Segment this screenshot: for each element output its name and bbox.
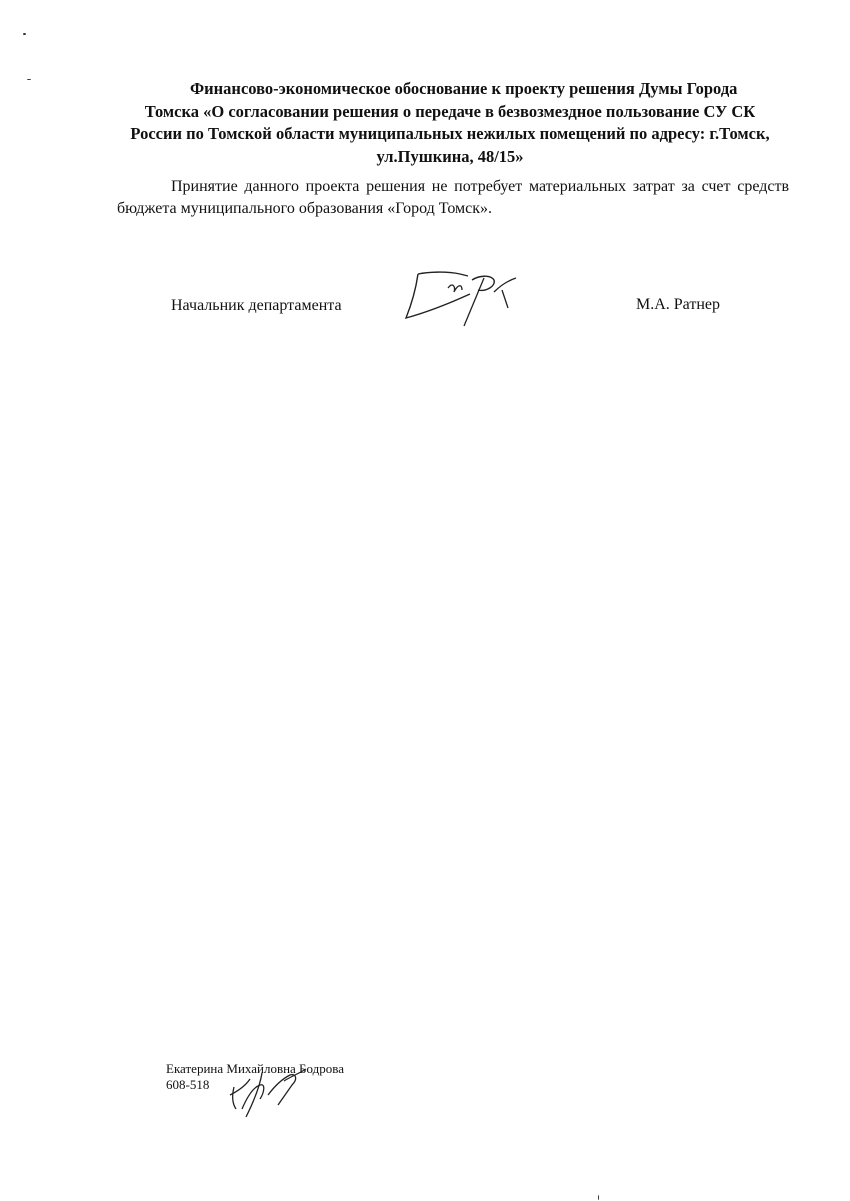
handwritten-initials — [220, 1065, 310, 1120]
signatory-position: Начальник департамента — [171, 297, 342, 314]
executor-phone: 608-518 — [166, 1077, 210, 1092]
title-line: Финансово-экономическое обоснование к проекту решения Думы Города — [190, 79, 738, 98]
title-line: России по Томской области муниципальных нежилых помещений по адресу: г.Томск, — [130, 124, 770, 143]
executor-name: Екатерина Михайловна Бодрова — [166, 1061, 344, 1076]
signatory-name: М.А. Ратнер — [636, 296, 721, 313]
handwritten-signature — [398, 268, 528, 328]
document-title — [100, 78, 800, 168]
title-line: ул.Пушкина, 48/15» — [376, 146, 524, 166]
scan-speck — [23, 33, 26, 35]
body-paragraph: Принятие данного проекта решения не потребует материальных затрат за счет средств бюджета муниципального образования «Город Томск». — [117, 178, 789, 217]
scan-speck — [27, 79, 31, 80]
title-line: Томска «О согласовании решения о передаче в безвозмездное пользование СУ СК — [144, 101, 756, 121]
scan-speck — [598, 1195, 599, 1200]
